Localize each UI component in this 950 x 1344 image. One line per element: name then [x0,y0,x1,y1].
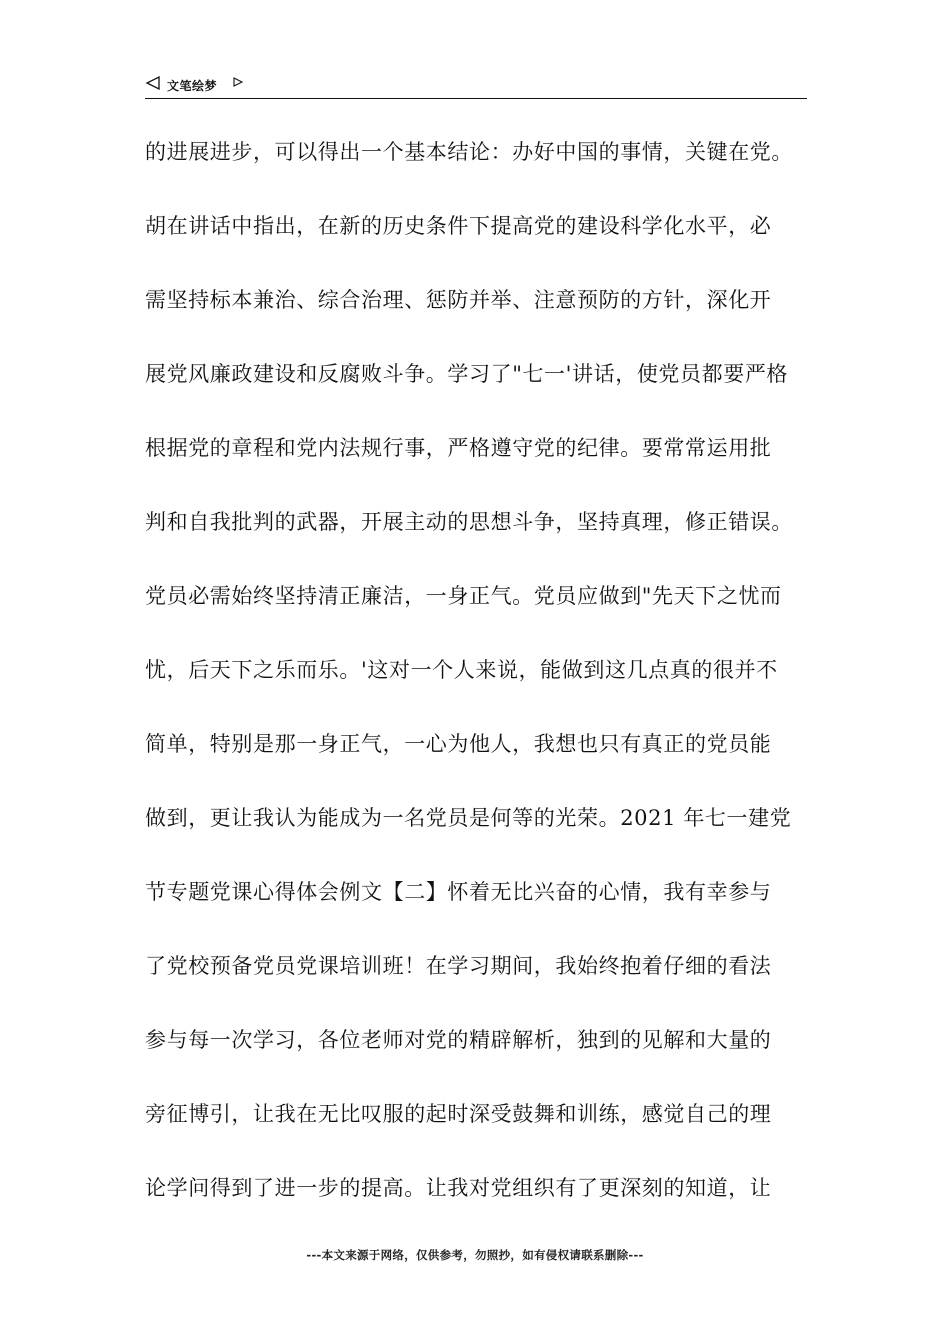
body-line: 旁征博引，让我在无比叹服的起时深受鼓舞和训练，感觉自己的理 [145,1102,772,1126]
body-line: 根据党的章程和党内法规行事，严格遵守党的纪律。要常常运用批 [145,436,772,460]
body-line: 简单，特别是那一身正气，一心为他人，我想也只有真正的党员能 [145,732,772,756]
page-header [145,72,807,99]
header-title: 文笔绘梦 [167,79,218,93]
body-line: 判和自我批判的武器，开展主动的思想斗争，坚持真理，修正错误。 [145,510,793,534]
body-line: 了党校预备党员党课培训班！在学习期间，我始终抱着仔细的看法 [145,954,772,978]
body-line: 展党风廉政建设和反腐败斗争。学习了"七一'讲话，使党员都要严格 [145,362,789,386]
left-triangle-outline-icon [145,75,161,91]
document-body [145,132,810,1242]
body-line: 忧，后天下之乐而乐。'这对一个人来说，能做到这几点真的很并不 [145,658,778,682]
body-line: 论学问得到了进一步的提高。让我对党组织有了更深刻的知道，让 [145,1176,772,1200]
body-line: 做到，更让我认为能成为一名党员是何等的光荣。2021 年七一建党 [145,806,792,830]
right-triangle-outline-icon [232,76,244,88]
footer-disclaimer: ---本文来源于网络，仅供参考，勿照抄，如有侵权请联系删除--- [306,1248,644,1262]
body-line: 的进展进步，可以得出一个基本结论：办好中国的事情，关键在党。 [145,140,793,164]
body-line: 胡在讲话中指出，在新的历史条件下提高党的建设科学化水平，必 [145,214,772,238]
body-line: 党员必需始终坚持清正廉洁，一身正气。党员应做到"先天下之忧而 [145,584,782,608]
body-line: 参与每一次学习，各位老师对党的精辟解析，独到的见解和大量的 [145,1028,772,1052]
body-line: 需坚持标本兼治、综合治理、惩防并举、注意预防的方针，深化开 [145,288,772,312]
body-line: 节专题党课心得体会例文【二】怀着无比兴奋的心情，我有幸参与 [145,880,772,904]
